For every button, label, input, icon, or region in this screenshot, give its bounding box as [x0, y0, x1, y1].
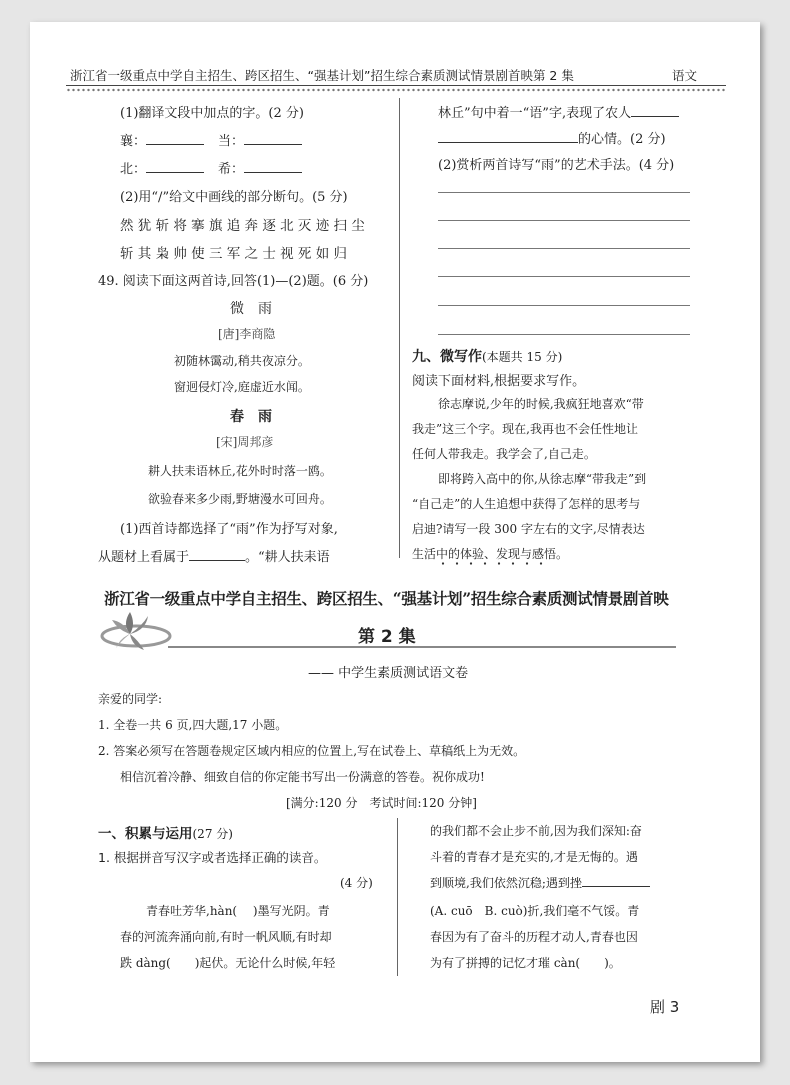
encouragement: 相信沉着冷静、细致自信的你定能书写出一份满意的答卷。祝你成功!	[120, 770, 485, 784]
section-1-heading: 一、积累与运用(27 分)	[98, 826, 233, 842]
page-sheet	[30, 22, 760, 1062]
poem-1-line-1: 初随林霭动,稍共夜凉分。	[174, 354, 310, 368]
answer-label-xi: 希：	[218, 158, 302, 177]
poem-1-title: 微 雨	[230, 301, 272, 317]
passage-left-line-2: 春的河流奔涌向前,有时一帆风顺,有时却	[120, 930, 332, 944]
passage-left-line-3: 跌 dàng( )起伏。无论什么时候,年轻	[120, 956, 336, 970]
answer-blank[interactable]	[146, 160, 204, 173]
emphasis-dots	[436, 562, 546, 565]
instruction-1: 1. 全卷一共 6 页,四大题,17 小题。	[98, 718, 288, 732]
answer-label-bei: 北：	[120, 158, 204, 177]
passage-right-line-1: 的我们都不会止步不前,因为我们深知:奋	[430, 824, 642, 838]
answer-line[interactable]	[438, 192, 690, 193]
question-2-prompt: (2)用“/”给文中画线的部分断句。(5 分)	[120, 190, 348, 205]
poem-2-line-2: 欲验春来多少雨,野塘漫水可回舟。	[148, 492, 332, 506]
flower-logo-icon	[100, 606, 172, 654]
header-dotted-border	[66, 88, 726, 92]
passage-right-line-6: 为有了拼搏的记忆才璀 càn( )。	[430, 956, 621, 970]
answer-blank[interactable]	[189, 548, 245, 561]
exam-subtitle: —— 中学生素质测试语文卷	[308, 666, 469, 681]
section-9-heading: 九、微写作(本题共 15 分)	[412, 349, 563, 365]
running-header-subject: 语文	[672, 68, 698, 83]
answer-line[interactable]	[438, 248, 690, 249]
classical-text-line-2: 斩 其 枭 帅 使 三 军 之 士 视 死 如 归	[120, 246, 347, 262]
material-p2-line-1: 即将跨入高中的你,从徐志摩“带我走”到	[438, 472, 647, 486]
poem-1-author: [唐]李商隐	[218, 327, 276, 341]
material-p1-line-1: 徐志摩说,少年的时候,我疯狂地喜欢“带	[438, 397, 644, 411]
material-p2-line-3: 启迪?请写一段 300 字左右的文字,尽情表达	[412, 522, 645, 536]
question-49-1-line-1: (1)西首诗都选择了“雨”作为抒写对象,	[120, 522, 338, 537]
classical-text-line-1: 然 犹 斩 将 搴 旗 追 奔 逐 北 灭 迹 扫 尘	[120, 218, 365, 234]
question-49-2-prompt: (2)赏析两首诗写“雨”的艺术手法。(4 分)	[438, 158, 675, 173]
passage-right-line-5: 春因为有了奋斗的历程才动人,青春也因	[430, 930, 638, 944]
answer-line[interactable]	[438, 334, 690, 335]
question-1-prompt: (1)翻译文段中加点的字。(2 分)	[120, 106, 304, 121]
section-9-intro: 阅读下面材料,根据要求写作。	[412, 374, 586, 389]
page-number: 剧 3	[650, 998, 680, 1016]
poem-2-author: [宋]周邦彦	[216, 435, 274, 449]
material-p1-line-3: 任何人带我走。我学会了,自己走。	[412, 447, 596, 461]
exam-info: [满分:120 分 考试时间:120 分钟]	[286, 796, 477, 810]
header-rule	[66, 85, 726, 86]
answer-line[interactable]	[438, 220, 690, 221]
poem-1-line-2: 窗迥侵灯冷,庭虚近水闻。	[174, 380, 310, 394]
exam-banner-title: 浙江省一级重点中学自主招生、跨区招生、“强基计划”招生综合素质测试情景剧首映	[104, 589, 669, 608]
poem-2-title: 春 雨	[230, 409, 272, 425]
answer-blank[interactable]	[582, 874, 650, 887]
answer-blank[interactable]	[244, 132, 302, 145]
answer-blank[interactable]	[438, 130, 578, 143]
material-p1-line-2: 我走”这三个字。现在,我再也不会任性地让	[412, 422, 638, 436]
answer-blank[interactable]	[244, 160, 302, 173]
question-1-points: (4 分)	[340, 876, 373, 890]
question-1-instruction: 1. 根据拼音写汉字或者选择正确的读音。	[98, 850, 327, 865]
banner-rule	[168, 646, 676, 648]
poem-2-line-1: 耕人扶耒语林丘,花外时时落一鸥。	[148, 464, 332, 478]
material-p2-line-4: 生活中的体验、发现与感悟。	[412, 547, 569, 561]
instruction-2: 2. 答案必须写在答题卷规定区域内相应的位置上,写在试卷上、草稿纸上为无效。	[98, 744, 526, 758]
answer-blank[interactable]	[631, 104, 679, 117]
greeting: 亲爱的同学:	[98, 692, 163, 706]
answer-line[interactable]	[438, 305, 690, 306]
passage-right-line-3: 到顺境,我们依然沉稳;遇到挫	[430, 874, 650, 891]
running-header-title: 浙江省一级重点中学自主招生、跨区招生、“强基计划”招生综合素质测试情景剧首映第 2 集	[70, 68, 574, 83]
passage-left-line-1: 青春吐芳华,hàn( )墨写光阴。青	[146, 904, 330, 918]
column-divider-bottom	[397, 818, 398, 976]
answer-blank[interactable]	[146, 132, 204, 145]
answer-label-dang: 当：	[218, 130, 302, 149]
question-49-1-line-2: 从题材上看属于 。“耕人扶耒语	[98, 550, 330, 565]
question-49-prompt: 49. 阅读下面这两首诗,回答(1)—(2)题。(6 分)	[98, 274, 369, 289]
column-divider-top	[399, 98, 400, 558]
passage-right-line-2: 斗着的青春才是充实的,才是无悔的。遇	[430, 850, 638, 864]
right-line-2: 的心情。(2 分)	[438, 128, 666, 147]
answer-line[interactable]	[438, 276, 690, 277]
episode-title: 第 2 集	[358, 627, 416, 647]
answer-label-xiang: 襄：	[120, 130, 204, 149]
passage-right-line-4: (A. cuō B. cuò)折,我们毫不气馁。青	[430, 904, 640, 918]
material-p2-line-2: “自己走”的人生追想中获得了怎样的思考与	[412, 497, 641, 511]
right-line-1: 林丘”句中着一“语”字,表现了农人	[438, 102, 679, 121]
